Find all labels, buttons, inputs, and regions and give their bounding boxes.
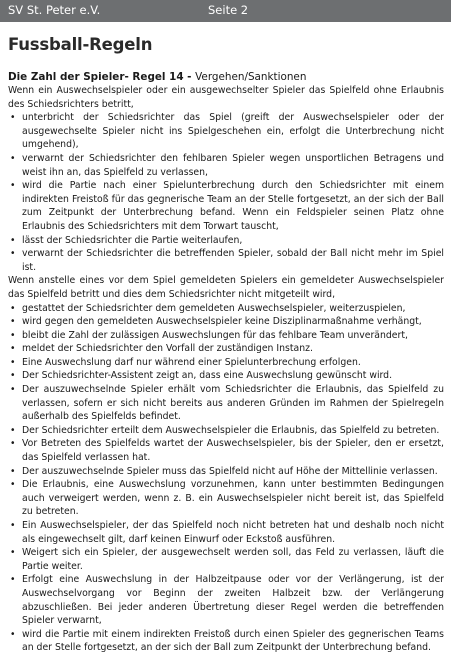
list-item: • Weigert sich ein Spieler, der ausgewechselt werden soll, das Feld zu verlassen, läuft die Partie weiter. [8,546,444,573]
list-item: • wird die Partie nach einer Spielunterbrechung durch den Schiedsrichter mit einem indirekten Freistoß für das gegnerische Team an der Stelle fortgesetzt, an der sich der Ball zum Zeitpunkt der Unterbrechung befand. Wenn ein Feldspieler seinen Platz ohne Erlaubnis des Schiedsrichters mit dem Torwart tauscht, [8,179,444,233]
list-item: • verwarnt der Schiedsrichter den fehlbaren Spieler wegen unsportlichen Betragens und weist ihn an, das Spielfeld zu verlassen, [8,152,444,179]
list-item: • meldet der Schiedsrichter den Vorfall der zuständigen Instanz. [8,342,444,356]
list-item: • wird gegen den gemeldeten Auswechselspieler keine Disziplinarmaßnahme verhängt, [8,315,444,329]
rule-heading [8,70,444,84]
bullet-list-1 [8,111,444,274]
rule-subtitle: Vergehen/Sanktionen [195,71,307,83]
page-header [0,0,451,22]
list-item: • Der Schiedsrichter-Assistent zeigt an, dass eine Auswechslung gewünscht wird. [8,369,444,383]
page-title: Fussball-Regeln [8,35,153,54]
list-item: • bleibt die Zahl der zulässigen Auswechslungen für das fehlbare Team unverändert, [8,329,444,343]
document-body [8,70,444,655]
list-item: • lässt der Schiedsrichter die Partie weiterlaufen, [8,234,444,248]
list-item: • Der Schiedsrichter erteilt dem Auswechselspieler die Erlaubnis, das Spielfeld zu betreten. [8,424,444,438]
list-item: • unterbricht der Schiedsrichter das Spiel (greift der Auswechselspieler oder der ausgewechselte Spieler nicht ins Spielgeschehen ein, erfolgt die Unterbrechung nicht umgehend), [8,111,444,152]
list-item: • Der auszuwechselnde Spieler erhält vom Schiedsrichter die Erlaubnis, das Spielfeld zu verlassen, sofern er sich nicht bereits aus anderen Gründen im Rahmen der Spielregeln außerhalb des Spielfelds befindet. [8,383,444,424]
list-item: • Der auszuwechselnde Spieler muss das Spielfeld nicht auf Höhe der Mittellinie verlassen. [8,465,444,479]
page-number: Seite 2 [208,3,249,17]
list-item: • gestattet der Schiedsrichter dem gemeldeten Auswechselspieler, weiterzuspielen, [8,302,444,316]
list-item: • Vor Betreten des Spielfelds wartet der Auswechselspieler, bis der Spieler, den er ersetzt, das Spielfeld verlassen hat. [8,437,444,464]
list-item: • Eine Auswechslung darf nur während einer Spielunterbrechung erfolgen. [8,356,444,370]
club-name: SV St. Peter e.V. [8,3,101,17]
list-item: • wird die Partie mit einem indirekten Freistoß durch einen Spieler des gegnerischen Teams an der Stelle fortgesetzt, an der sich der Ball zum Zeitpunkt der Unterbrechung befand. [8,628,444,655]
intro-paragraph-2: Wenn anstelle eines vor dem Spiel gemeldeten Spielers ein gemeldeter Auswechselspieler das Spielfeld betritt und dies dem Schiedsrichter nicht mitgeteilt wird, [8,275,444,300]
rule-title: Die Zahl der Spieler- Regel 14 - [8,71,192,83]
intro-paragraph-1: Wenn ein Auswechselspieler oder ein ausgewechselter Spieler das Spielfeld ohne Erlaubnis des Schiedsrichters betritt, [8,85,444,110]
list-item: • Die Erlaubnis, eine Auswechslung vorzunehmen, kann unter bestimmten Bedingungen auch verweigert werden, wenn z. B. ein Auswechselspieler nicht bereit ist, das Spielfeld zu betreten. [8,478,444,519]
list-item: • Ein Auswechselspieler, der das Spielfeld noch nicht betreten hat und deshalb noch nicht als eingewechselt gilt, darf keinen Einwurf oder Eckstoß ausführen. [8,519,444,546]
list-item: • Erfolgt eine Auswechslung in der Halbzeitpause oder vor der Verlängerung, ist der Auswechselvorgang vor Beginn der zweiten Halbzeit bzw. der Verlängerung abzuschließen. Bei jeder anderen Übertretung dieser Regel werden die betreffenden Spieler verwarnt, [8,573,444,627]
list-item: • verwarnt der Schiedsrichter die betreffenden Spieler, sobald der Ball nicht mehr im Spiel ist. [8,247,444,274]
bullet-list-2 [8,302,444,655]
